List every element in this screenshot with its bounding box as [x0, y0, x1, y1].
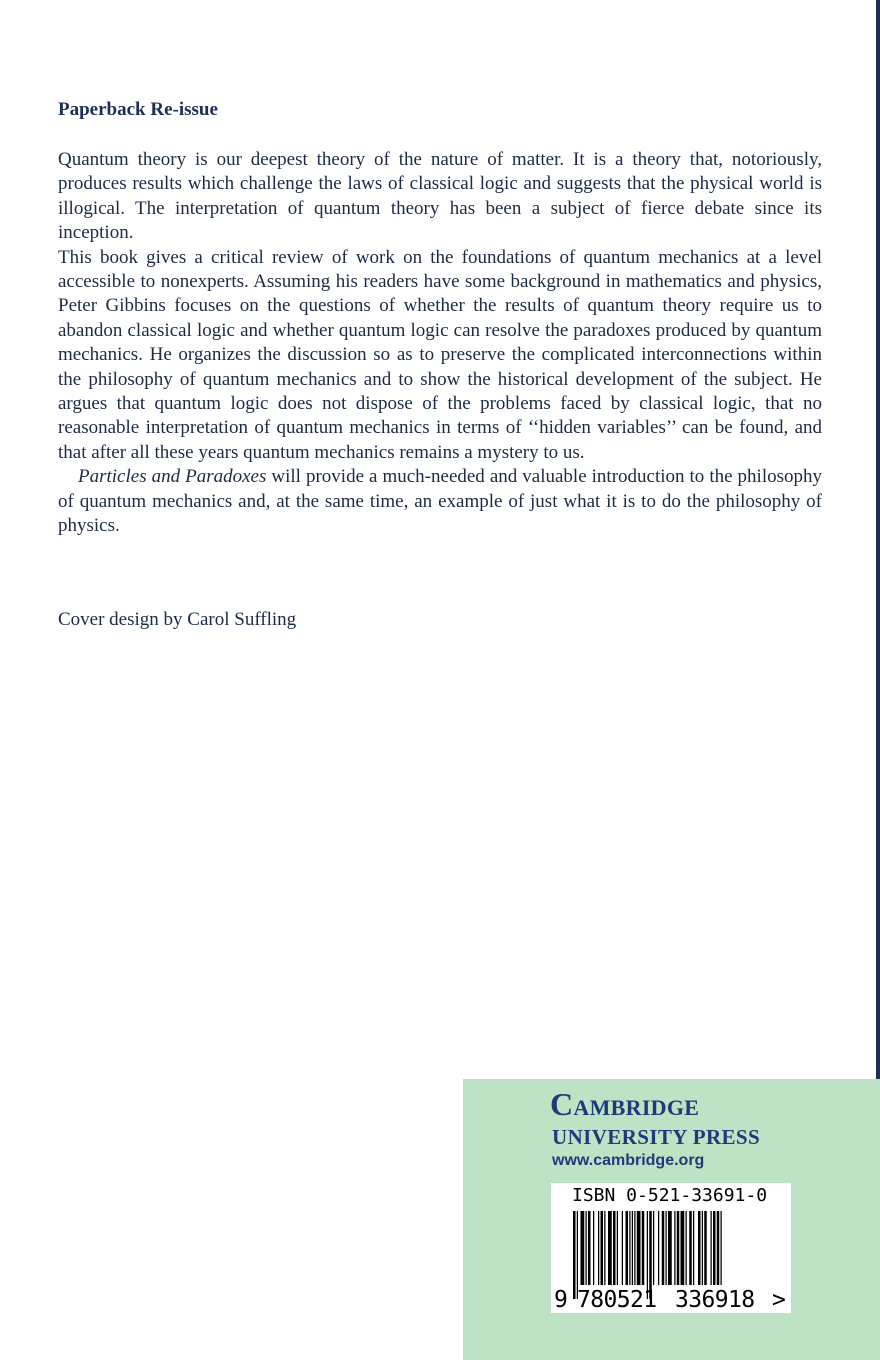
barcode-bar [577, 1211, 578, 1299]
barcode-bar [593, 1211, 594, 1285]
barcode-bar [629, 1211, 630, 1285]
barcode-bar [626, 1211, 629, 1285]
publisher-url: www.cambridge.org [552, 1152, 705, 1169]
barcode-bars [573, 1211, 722, 1299]
blurb-paragraph-3 [58, 465, 822, 538]
isbn-label: ISBN 0-521-33691-0 [572, 1185, 768, 1206]
book-title-italic: Particles and Paradoxes [78, 466, 267, 488]
barcode-bar [608, 1211, 612, 1285]
barcode-bar [721, 1211, 722, 1285]
barcode-block [551, 1183, 791, 1313]
blurb-text [58, 148, 822, 539]
barcode-bar [666, 1211, 667, 1285]
barcode-bar [677, 1211, 680, 1285]
barcode-icon [551, 1183, 791, 1313]
blurb-paragraph-3-rest: will provide a much-needed and valuable introduction to the philosophy of quantum mechanics and, at the same time, an example of just what it is to do the philosophy of physics. [58, 466, 822, 537]
barcode-bar [642, 1211, 645, 1285]
barcode-bar [632, 1211, 633, 1285]
barcode-bar [634, 1211, 635, 1285]
barcode-bar [717, 1211, 720, 1285]
barcode-bar [698, 1211, 701, 1285]
barcode-bar [613, 1211, 616, 1285]
barcode-bar [637, 1211, 641, 1285]
blurb-paragraph-2: This book gives a critical review of work on the foundations of quantum mechanics at a level accessible to nonexperts. Assuming his readers have some background in mathematics and physics, Peter Gibbins focuses on the questions of whether the results of quantum theory require us to abandon classical logic and whether quantum logic can resolve the paradoxes produced by quantum mechanics. He organizes the discussion so as to preserve the complicated interconnections within the philosophy of quantum mechanics and to show the historical development of the subject. He argues that quantum logic does not dispose of the problems faced by classical logic, that no reasonable interpretation of quantum mechanics in terms of ‘‘hidden variables’’ can be found, and that after all these years quantum mechanics remains a mystery to us. [58, 246, 822, 463]
barcode-bar [693, 1211, 694, 1285]
barcode-bar [713, 1211, 716, 1285]
barcode-bar [689, 1211, 692, 1285]
barcode-bar [674, 1211, 675, 1285]
ean-first-digit: 9 [554, 1287, 568, 1313]
barcode-bar [588, 1211, 591, 1285]
barcode-bar [681, 1211, 685, 1285]
reissue-heading: Paperback Re-issue [58, 99, 218, 120]
barcode-bar [711, 1211, 712, 1285]
barcode-bar [686, 1211, 687, 1285]
barcode-bar [668, 1211, 672, 1285]
publisher-press: UNIVERSITY PRESS [552, 1125, 761, 1149]
barcode-bar [704, 1211, 707, 1285]
publisher-name: Cambridge [550, 1086, 700, 1122]
barcode-bar [649, 1211, 652, 1299]
barcode-bar [622, 1211, 623, 1285]
barcode-bar [586, 1211, 587, 1285]
barcode-bar [598, 1211, 599, 1285]
barcode-bar [653, 1211, 654, 1285]
barcode-bar [604, 1211, 605, 1285]
barcode-bar [617, 1211, 618, 1285]
cover-design-credit: Cover design by Carol Suffling [58, 609, 297, 630]
ean-left-group: 780521 [577, 1287, 657, 1313]
barcode-bar [573, 1211, 576, 1299]
barcode-bar [662, 1211, 665, 1285]
barcode-bar [702, 1211, 703, 1285]
barcode-bar [601, 1211, 604, 1285]
ean-end-mark: > [772, 1287, 786, 1313]
barcode-bar [658, 1211, 659, 1285]
blurb-paragraph-1: Quantum theory is our deepest theory of the nature of matter. It is a theory that, notoriously, produces results which challenge the laws of classical logic and suggests that the physical world is illogical. The interpretation of quantum theory has been a subject of fierce debate since its inception. [58, 149, 822, 244]
ean-right-group: 336918 [675, 1287, 755, 1313]
barcode-bar [581, 1211, 585, 1285]
barcode-bar [647, 1211, 648, 1299]
